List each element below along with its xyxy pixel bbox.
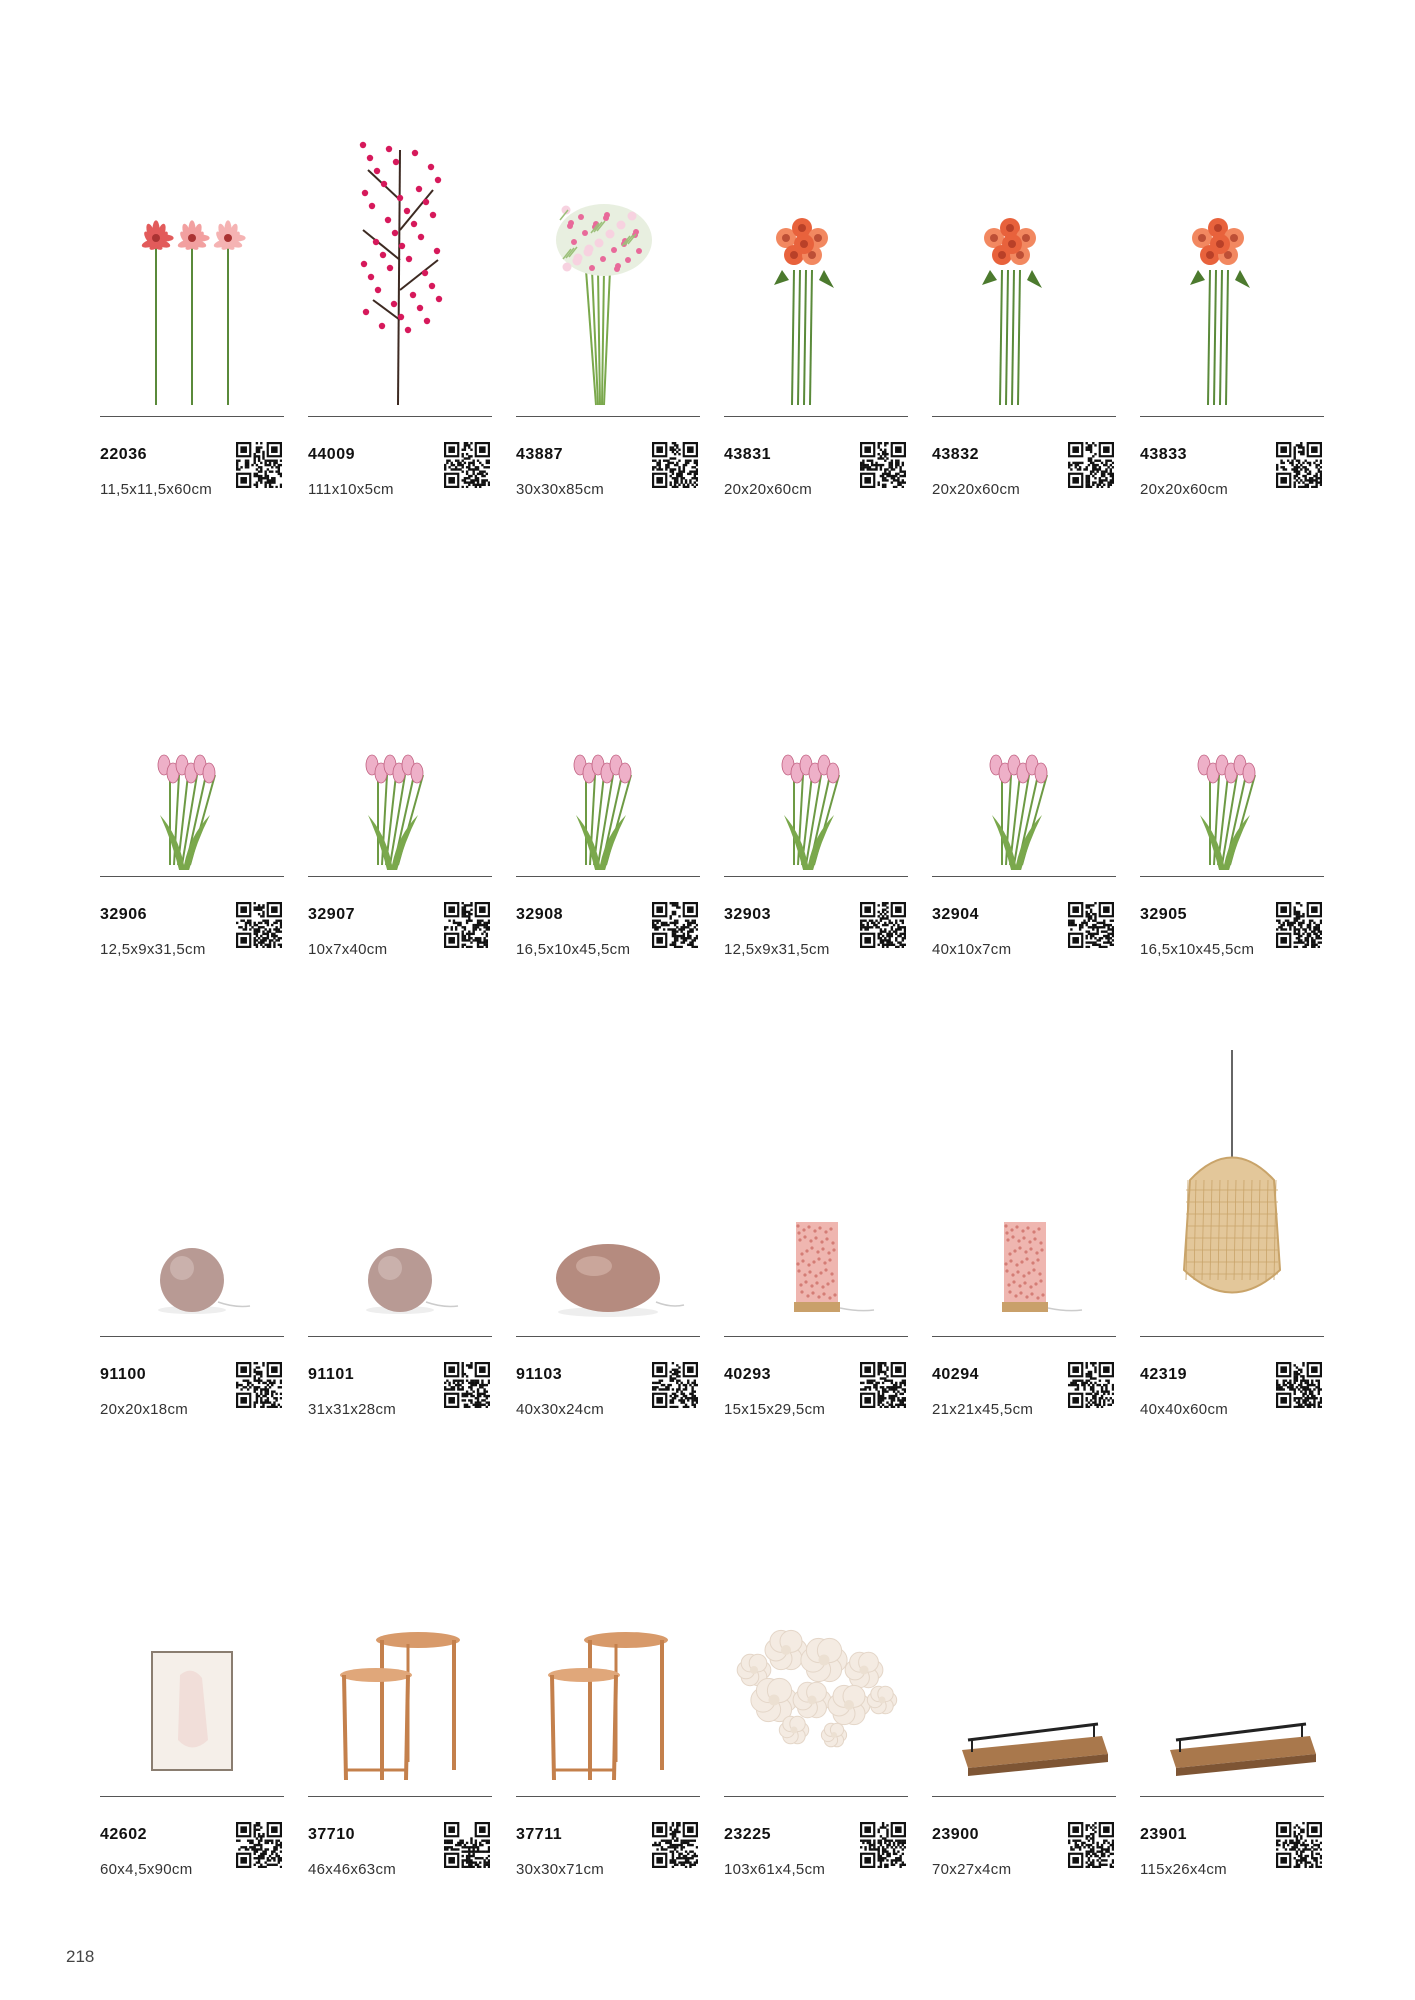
globe-lamp-icon	[308, 1040, 492, 1330]
product-code: 91100	[100, 1366, 147, 1383]
product-dimensions: 40x40x60cm	[1140, 1401, 1229, 1418]
product-dimensions: 16,5x10x45,5cm	[516, 941, 631, 958]
qr-code-icon[interactable]	[236, 1362, 282, 1408]
product-code: 22036	[100, 446, 147, 463]
product-card	[724, 1020, 908, 1490]
qr-code-icon[interactable]	[1068, 1822, 1114, 1868]
side-tables-icon	[308, 1500, 492, 1790]
qr-code-icon[interactable]	[1068, 902, 1114, 948]
product-divider	[724, 1336, 908, 1337]
product-dimensions: 16,5x10x45,5cm	[1140, 941, 1255, 958]
product-dimensions: 11,5x11,5x60cm	[100, 481, 213, 498]
rattan-pendant-icon	[1140, 1040, 1324, 1330]
product-code: 43833	[1140, 446, 1187, 463]
tulip-bunch-icon	[516, 580, 700, 870]
qr-code-icon[interactable]	[236, 442, 282, 488]
product-card	[100, 1500, 284, 1970]
wall-flowers-icon	[724, 1500, 908, 1790]
product-code: 32904	[932, 906, 979, 923]
product-card	[932, 1500, 1116, 1970]
product-card	[932, 580, 1116, 1050]
qr-code-icon[interactable]	[1276, 1362, 1322, 1408]
cylinder-lamp-icon	[932, 1040, 1116, 1330]
qr-code-icon[interactable]	[444, 902, 490, 948]
product-card	[932, 1020, 1116, 1490]
product-card	[1140, 1500, 1324, 1970]
tulip-bunch-icon	[932, 580, 1116, 870]
product-dimensions: 12,5x9x31,5cm	[100, 941, 206, 958]
product-card	[724, 1500, 908, 1970]
product-dimensions: 20x20x18cm	[100, 1401, 189, 1418]
product-row	[100, 1500, 1326, 1970]
product-dimensions: 46x46x63cm	[308, 1861, 397, 1878]
product-divider	[932, 1796, 1116, 1797]
gerbera-stems-icon	[100, 120, 284, 410]
product-divider	[1140, 876, 1324, 877]
product-card	[100, 1020, 284, 1490]
qr-code-icon[interactable]	[1068, 442, 1114, 488]
product-code: 42602	[100, 1826, 147, 1843]
product-divider	[308, 876, 492, 877]
product-dimensions: 103x61x4,5cm	[724, 1861, 826, 1878]
product-divider	[932, 1336, 1116, 1337]
product-dimensions: 20x20x60cm	[932, 481, 1021, 498]
product-card	[1140, 1020, 1324, 1490]
qr-code-icon[interactable]	[444, 1362, 490, 1408]
qr-code-icon[interactable]	[860, 1822, 906, 1868]
product-code: 40293	[724, 1366, 771, 1383]
product-divider	[932, 876, 1116, 877]
product-divider	[308, 1796, 492, 1797]
qr-code-icon[interactable]	[1068, 1362, 1114, 1408]
product-card	[516, 580, 700, 1050]
product-card	[1140, 580, 1324, 1050]
product-divider	[932, 416, 1116, 417]
qr-code-icon[interactable]	[236, 1822, 282, 1868]
product-card	[932, 120, 1116, 590]
product-divider	[100, 876, 284, 877]
qr-code-icon[interactable]	[444, 1822, 490, 1868]
product-dimensions: 10x7x40cm	[308, 941, 388, 958]
product-card	[100, 120, 284, 590]
product-card	[724, 580, 908, 1050]
tulip-bunch-icon	[1140, 580, 1324, 870]
product-divider	[516, 1336, 700, 1337]
product-code: 32905	[1140, 906, 1187, 923]
product-code: 32907	[308, 906, 355, 923]
qr-code-icon[interactable]	[860, 1362, 906, 1408]
product-divider	[724, 416, 908, 417]
product-dimensions: 12,5x9x31,5cm	[724, 941, 830, 958]
tulip-bunch-icon	[100, 580, 284, 870]
product-dimensions: 20x20x60cm	[1140, 481, 1229, 498]
product-dimensions: 21x21x45,5cm	[932, 1401, 1034, 1418]
product-card	[100, 580, 284, 1050]
product-dimensions: 15x15x29,5cm	[724, 1401, 826, 1418]
product-code: 40294	[932, 1366, 979, 1383]
product-code: 43832	[932, 446, 979, 463]
qr-code-icon[interactable]	[236, 902, 282, 948]
product-code: 32906	[100, 906, 147, 923]
product-code: 23900	[932, 1826, 979, 1843]
qr-code-icon[interactable]	[652, 442, 698, 488]
blossom-branch-icon	[308, 120, 492, 410]
product-dimensions: 111x10x5cm	[308, 481, 394, 498]
product-code: 32908	[516, 906, 563, 923]
product-dimensions: 70x27x4cm	[932, 1861, 1012, 1878]
page-number: 218	[66, 1947, 95, 1966]
product-card	[308, 1020, 492, 1490]
tulip-bunch-icon	[724, 580, 908, 870]
product-divider	[308, 416, 492, 417]
product-divider	[516, 416, 700, 417]
product-dimensions: 60x4,5x90cm	[100, 1861, 193, 1878]
product-card	[516, 120, 700, 590]
product-card	[516, 1500, 700, 1970]
qr-code-icon[interactable]	[1276, 902, 1322, 948]
product-card	[308, 1500, 492, 1970]
wood-shelf-icon	[932, 1500, 1116, 1790]
product-divider	[100, 1336, 284, 1337]
rose-bunch-icon	[1140, 120, 1324, 410]
product-dimensions: 31x31x28cm	[308, 1401, 397, 1418]
qr-code-icon[interactable]	[860, 442, 906, 488]
globe-lamp-icon	[100, 1040, 284, 1330]
qr-code-icon[interactable]	[860, 902, 906, 948]
product-card	[516, 1020, 700, 1490]
product-code: 23901	[1140, 1826, 1187, 1843]
product-divider	[1140, 416, 1324, 417]
product-card	[308, 120, 492, 590]
product-dimensions: 115x26x4cm	[1140, 1861, 1227, 1878]
product-divider	[308, 1336, 492, 1337]
side-tables-icon	[516, 1500, 700, 1790]
product-card	[724, 120, 908, 590]
product-divider	[100, 1796, 284, 1797]
qr-code-icon[interactable]	[652, 1822, 698, 1868]
product-dimensions: 40x30x24cm	[516, 1401, 605, 1418]
product-row	[100, 580, 1326, 1050]
product-code: 23225	[724, 1826, 771, 1843]
product-code: 42319	[1140, 1366, 1187, 1383]
product-code: 44009	[308, 446, 355, 463]
qr-code-icon[interactable]	[652, 1362, 698, 1408]
product-dimensions: 30x30x85cm	[516, 481, 605, 498]
product-card	[308, 580, 492, 1050]
product-code: 43887	[516, 446, 563, 463]
product-divider	[1140, 1336, 1324, 1337]
product-code: 37710	[308, 1826, 355, 1843]
wood-shelf-icon	[1140, 1500, 1324, 1790]
qr-code-icon[interactable]	[1276, 442, 1322, 488]
wildflower-bouquet-icon	[516, 120, 700, 410]
product-code: 37711	[516, 1826, 563, 1843]
product-dimensions: 40x10x7cm	[932, 941, 1012, 958]
product-card	[1140, 120, 1324, 590]
product-divider	[724, 1796, 908, 1797]
product-dimensions: 30x30x71cm	[516, 1861, 605, 1878]
qr-code-icon[interactable]	[1276, 1822, 1322, 1868]
product-code: 91103	[516, 1366, 563, 1383]
rose-bunch-icon	[724, 120, 908, 410]
rose-bunch-icon	[932, 120, 1116, 410]
cylinder-lamp-icon	[724, 1040, 908, 1330]
product-code: 32903	[724, 906, 771, 923]
product-code: 43831	[724, 446, 771, 463]
product-dimensions: 20x20x60cm	[724, 481, 813, 498]
product-divider	[724, 876, 908, 877]
framed-canvas-icon	[100, 1500, 284, 1790]
product-code: 91101	[308, 1366, 355, 1383]
tulip-bunch-icon	[308, 580, 492, 870]
product-row	[100, 1020, 1326, 1490]
product-divider	[516, 876, 700, 877]
product-divider	[516, 1796, 700, 1797]
qr-code-icon[interactable]	[652, 902, 698, 948]
egg-lamp-icon	[516, 1040, 700, 1330]
product-divider	[100, 416, 284, 417]
qr-code-icon[interactable]	[444, 442, 490, 488]
product-divider	[1140, 1796, 1324, 1797]
product-row	[100, 120, 1326, 590]
